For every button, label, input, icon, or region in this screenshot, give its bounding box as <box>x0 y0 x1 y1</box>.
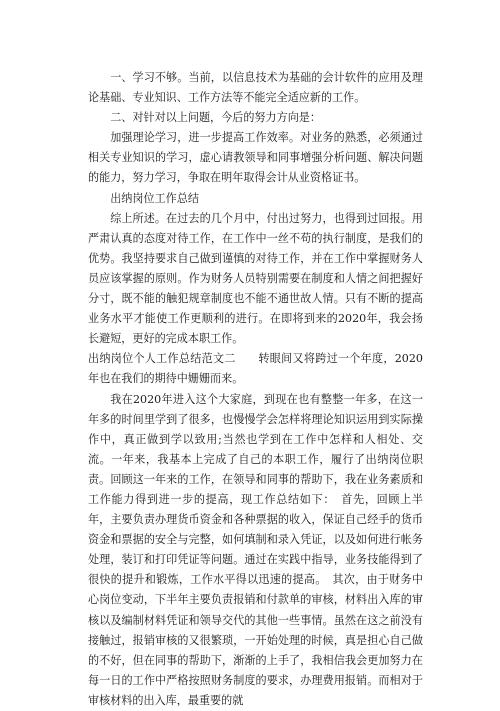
paragraph-problem-one: 一、学习不够。当前，以信息技术为基础的会计软件的应用及理论基础、专业知识、工作方法等不能完全适应新的工作。 <box>88 68 423 108</box>
paragraph-theory-study: 加强理论学习，进一步提高工作效率。对业务的熟悉，必须通过相关专业知识的学习，虚心请教领导和同事增强分析问题、解决问题的能力，努力学习，争取在明年取得会计从业资格证书。 <box>88 128 423 188</box>
paragraph-sample-two-intro: 出纳岗位个人工作总结范文二 转眼间又将跨过一个年度，2020年也在我们的期待中姗姗而来。 <box>88 349 423 389</box>
paragraph-year-review: 我在2020年进入这个大家庭，到现在也有整整一年多，在这一年多的时间里学到了很多，也慢慢学会怎样将理论知识运用到实际操作中，真正做到学以致用;当然也学到在工作中怎样和人相处、交流。一年来，我基本上完成了自己的本职工作，履行了出纳岗位职责。回顾这一年来的工作，在领导和同事的帮助下，我在业务素质和工作能力得到进一步的提高，现工作总结如下： 首先，回顾上半年，主要负责办理货币资金和各种票据的收入，保证自己经手的货币资金和票据的安全与完整，如何填制和录入凭证，以及如何进行帐务处理，装订和打印凭证等问题。通过在实践中指导，业务技能得到了很快的提升和锻炼，工作水平得以迅速的提高。 其次，由于财务中心岗位变动，下半年主要负责报销和付款单的审核，材料出入库的审核以及编制材料凭证和领导交代的其他一些事情。虽然在这之前没有接触过，报销审核的又很繁琐，一开始处理的时候，真是担心自己做的不好，但在同事的帮助下，渐渐的上手了，我相信我会更加努力在每一日的工作中严格按照财务制度的要求，办理费用报销。而相对于审核材料的出入库，最重要的就 <box>88 390 423 711</box>
paragraph-improvement-heading: 二、对针对以上问题，今后的努力方向是： <box>88 108 423 128</box>
document-body <box>88 68 423 711</box>
section-title-cashier-summary: 出纳岗位工作总结 <box>88 189 423 209</box>
paragraph-conclusion: 综上所述。在过去的几个月中，付出过努力，也得到过回报。用严肃认真的态度对待工作，在工作中一丝不苟的执行制度，是我们的优势。我坚持要求自己做到谨慎的对待工作，并在工作中掌握财务人员应该掌握的原则。作为财务人员特别需要在制度和人情之间把握好分寸，既不能的触犯规章制度也不能不通世故人情。只有不断的提高业务水平才能使工作更顺利的进行。在即将到来的2020年，我会扬长避短，更好的完成本职工作。 <box>88 209 423 350</box>
